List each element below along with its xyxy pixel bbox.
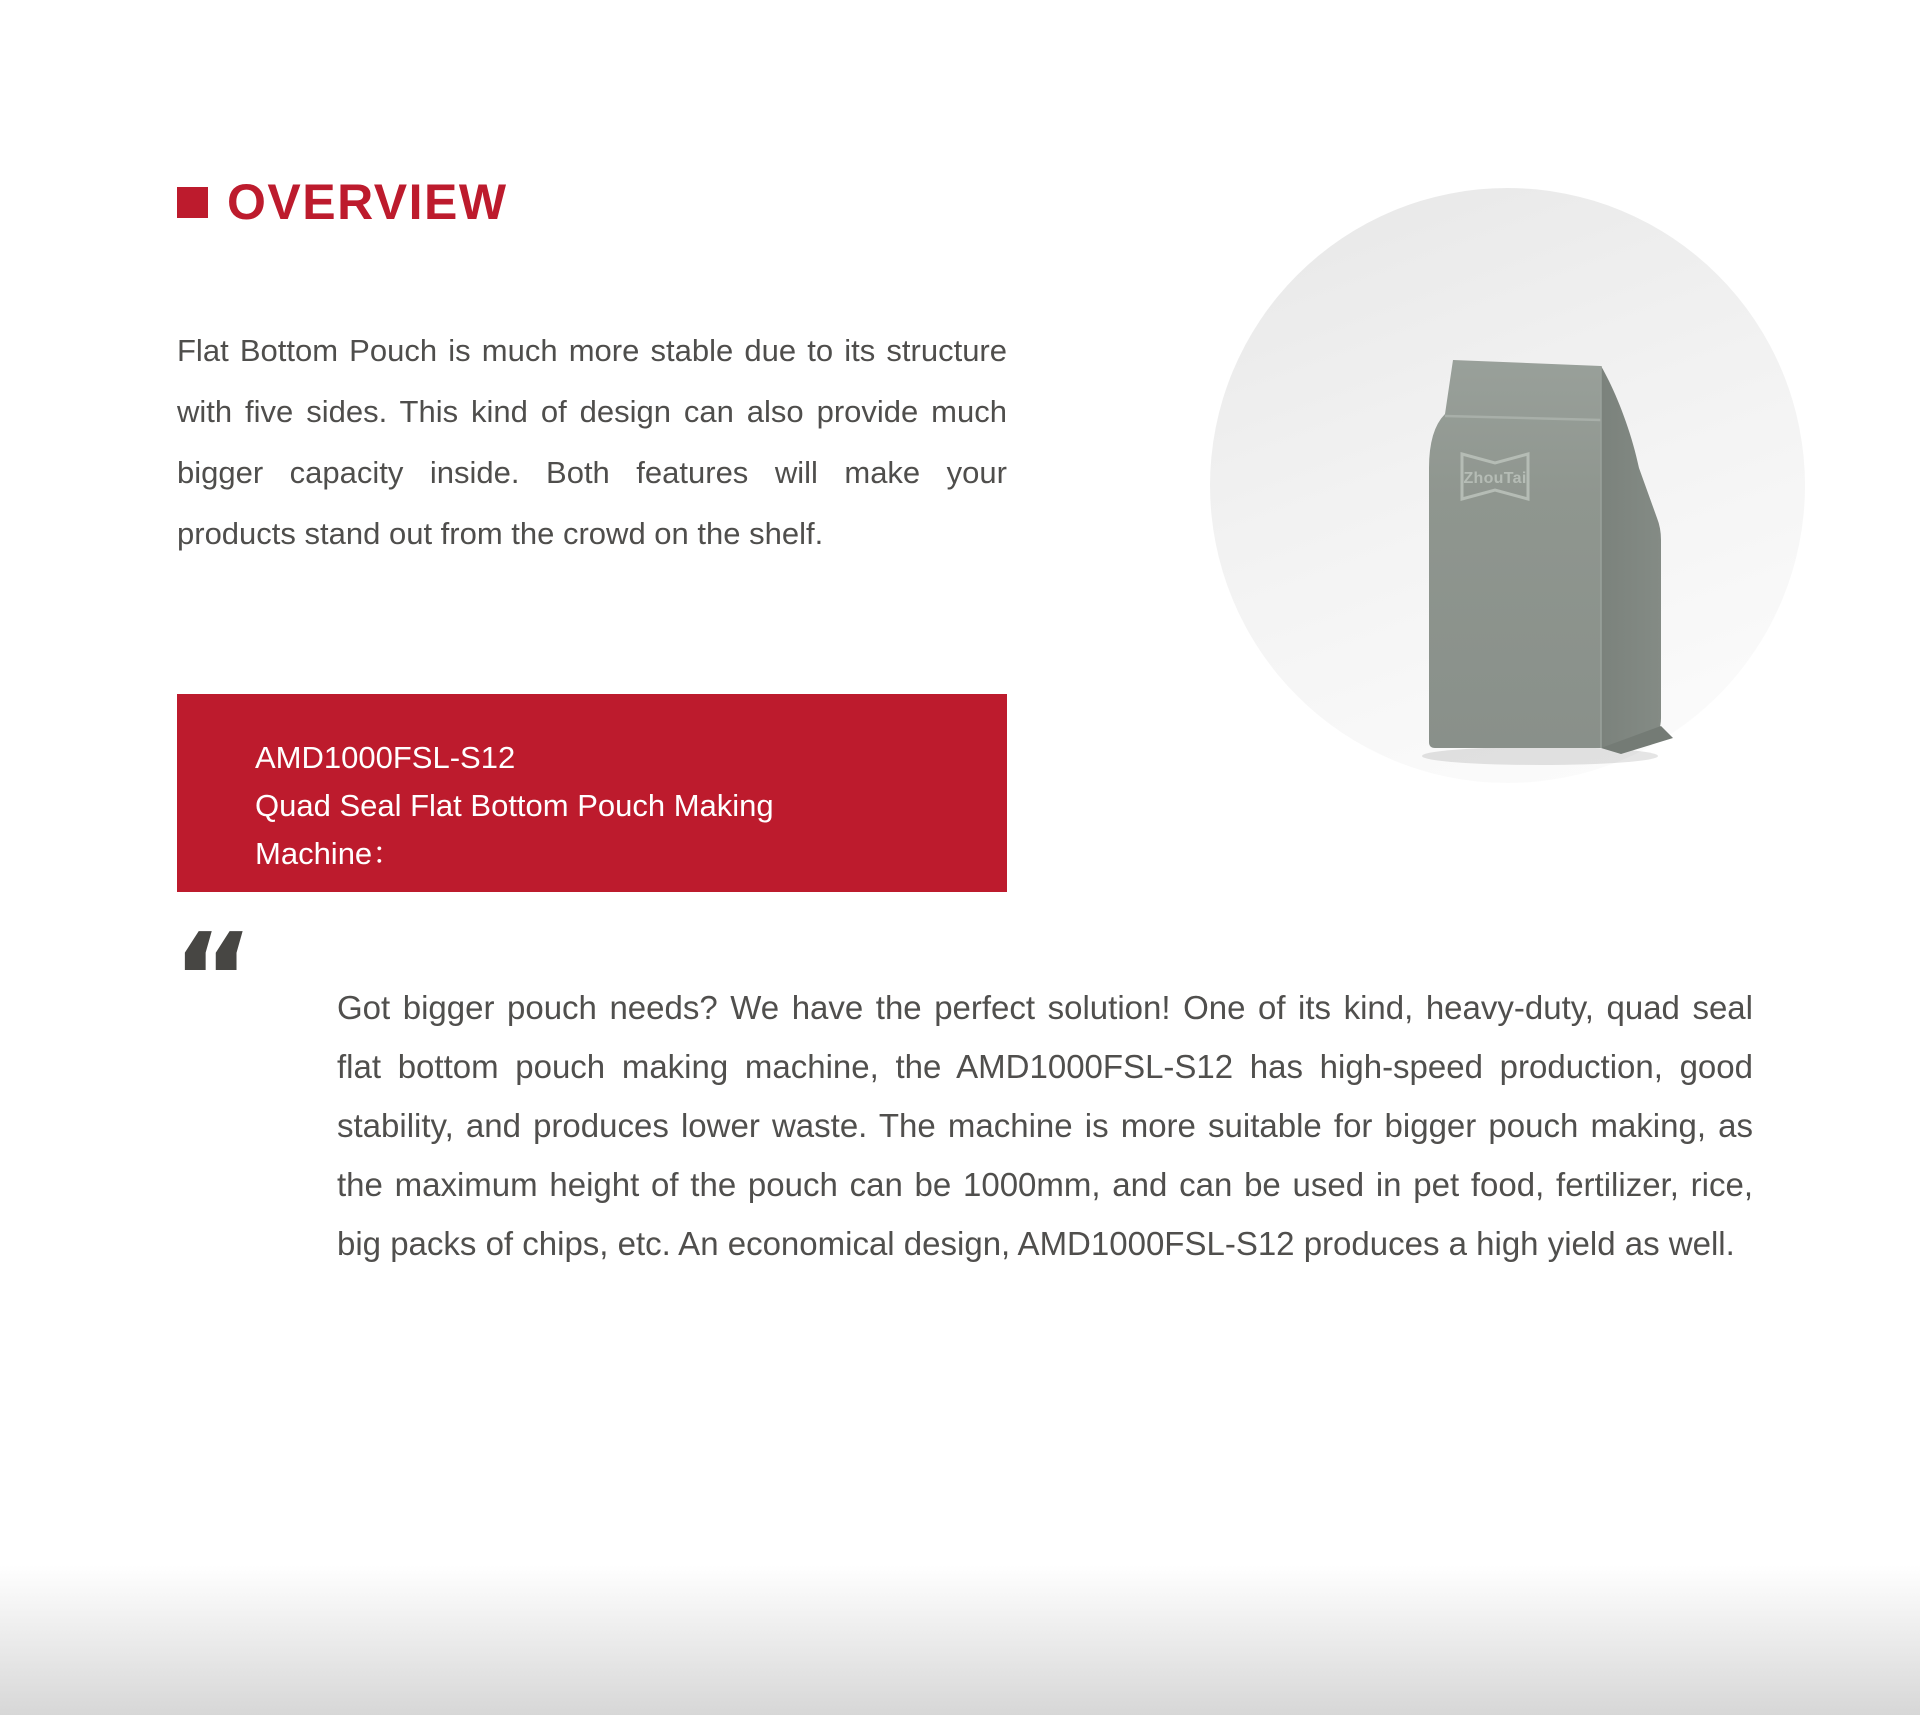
model-number: AMD1000FSL-S12 bbox=[255, 740, 516, 775]
intro-paragraph: Flat Bottom Pouch is much more stable due to its structure with five sides. This kind of design can also provide much bigger capacity inside. Both features will make your products stand out from the crowd on the shelf. bbox=[177, 333, 1007, 551]
quote-paragraph: Got bigger pouch needs? We have the perfect solution! One of its kind, heavy-duty, quad seal flat bottom pouch making machine, the AMD1000FSL-S12 has high-speed production, good stability, and produces lower waste. The machine is more suitable for bigger pouch making, as the maximum height of the pouch can be 1000mm, and can be used in pet food, fertilizer, rice, big packs of chips, etc. An economical design, AMD1000FSL-S12 produces a high yield as well. bbox=[337, 989, 1753, 1262]
pouch-side-gusset bbox=[1601, 366, 1661, 748]
open-quote-icon: “ bbox=[172, 907, 255, 1052]
machine-title-line-1: Quad Seal Flat Bottom Pouch Making bbox=[255, 788, 774, 823]
brand-logo-text: ZhouTai bbox=[1463, 470, 1527, 487]
page-title: OVERVIEW bbox=[227, 174, 508, 230]
section-heading bbox=[177, 172, 508, 232]
machine-title-line-2: Machine： bbox=[255, 836, 404, 871]
bottom-gradient bbox=[0, 1565, 1920, 1715]
model-banner bbox=[177, 694, 1007, 892]
red-square-bullet-icon bbox=[177, 187, 208, 218]
flat-bottom-pouch-image bbox=[1415, 350, 1685, 770]
